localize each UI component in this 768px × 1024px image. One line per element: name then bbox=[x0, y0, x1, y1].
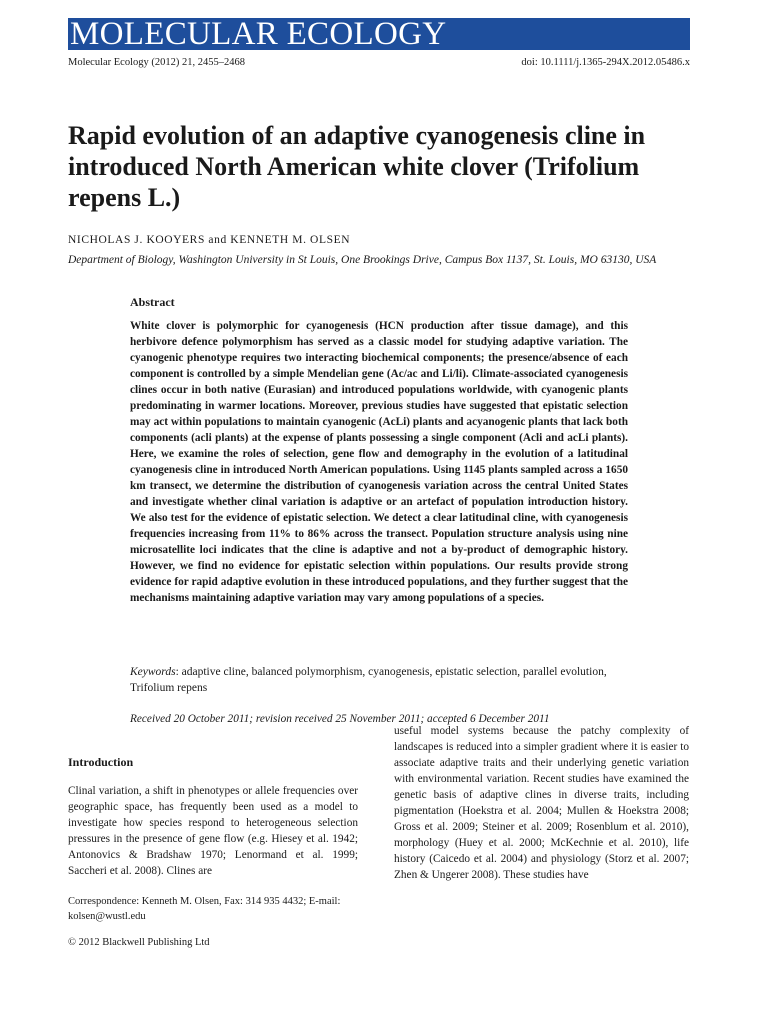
keywords-text: : adaptive cline, balanced polymorphism, cyanogenesis, epistatic selection, parallel evolution, Trifolium repens bbox=[130, 666, 607, 694]
citation-line: Molecular Ecology (2012) 21, 2455–2468 bbox=[68, 57, 246, 68]
received-dates: Received 20 October 2011; revision received 25 November 2011; accepted 6 December 2011 bbox=[130, 713, 550, 725]
abstract-heading: Abstract bbox=[130, 295, 175, 309]
intro-column-left: Clinal variation, a shift in phenotypes or allele frequencies over geographic space, has frequently been used as a model to investigate how species respond to heterogeneous selection pressures in the presence of gene flow (e.g. Hiesey et al. 1942; Antonovics & Bradshaw 1970; Lenormand et al. 1999; Saccheri et al. 2008). Clines are bbox=[68, 785, 358, 877]
copyright-notice: © 2012 Blackwell Publishing Ltd bbox=[68, 937, 210, 948]
author-list: NICHOLAS J. KOOYERS and KENNETH M. OLSEN bbox=[68, 234, 351, 246]
keywords-label: Keywords bbox=[130, 666, 176, 678]
journal-masthead bbox=[68, 18, 690, 50]
abstract-text: White clover is polymorphic for cyanogenesis (HCN production after tissue damage), and this herbivore defence polymorphism has served as a classic model for studying adaptive variation. The cyanogenic phenotype requires two interacting biochemical components; the presence/absence of each component is controlled by a simple Mendelian gene (Ac/ac and Li/li). Climate-associated cyanogenesis clines occur in both native (Eurasian) and introduced populations worldwide, with cyanogenic plants predominating in warmer locations. Moreover, previous studies have suggested that epistatic selection may act within populations to maintain cyanogenic (AcLi) plants and acyanogenic plants that lack both components (acli plants) at the expense of plants possessing a single component (Acli and acLi plants). Here, we examine the roles of selection, gene flow and demography in the evolution of a latitudinal cyanogenesis cline in introduced North American populations. Using 1145 plants sampled across a 1650 km transect, we determine the distribution of cyanogenesis variation across the central United States and investigate whether clinal variation is adaptive or an artefact of population introduction history. We also test for the evidence of epistatic selection. We detect a clear latitudinal cline, with cyanogenesis frequencies increasing from 11% to 86% across the transect. Population structure analysis using nine microsatellite loci indicates that the cline is adaptive and not a by-product of demographic history. However, we find no evidence for epistatic selection within populations. Our results provide strong evidence for rapid adaptive evolution in these introduced populations, and they further suggest that the mechanisms maintaining adaptive variation may vary among populations of a species. bbox=[130, 320, 628, 604]
affiliation: Department of Biology, Washington University in St Louis, One Brookings Drive, Campus Box 1137, St. Louis, MO 63130, USA bbox=[68, 254, 657, 266]
introduction-heading: Introduction bbox=[68, 755, 134, 769]
article-title: Rapid evolution of an adaptive cyanogenesis cline in introduced North American white clover (Trifolium repens L.) bbox=[68, 121, 646, 212]
intro-column-right: useful model systems because the patchy complexity of landscapes is reduced into a simpler gradient where it is easier to associate adaptive traits and their underlying genetic variation with environmental variation. Recent studies have examined the genetic basis of adaptive clines in diverse traits, including pigmentation (Hoekstra et al. 2004; Mullen & Hoekstra 2008; Gross et al. 2009; Steiner et al. 2009; Rosenblum et al. 2010), morphology (Huey et al. 2000; McKechnie et al. 2010), life history (Caicedo et al. 2004) and physiology (Storz et al. 2007; Zhen & Ungerer 2008). These studies have bbox=[394, 725, 689, 881]
doi-link[interactable]: doi: 10.1111/j.1365-294X.2012.05486.x bbox=[521, 57, 690, 68]
correspondence-note: Correspondence: Kenneth M. Olsen, Fax: 314 935 4432; E-mail: kolsen@wustl.edu bbox=[68, 896, 341, 922]
journal-name: MOLECULAR ECOLOGY bbox=[70, 18, 447, 50]
keywords bbox=[130, 664, 628, 696]
